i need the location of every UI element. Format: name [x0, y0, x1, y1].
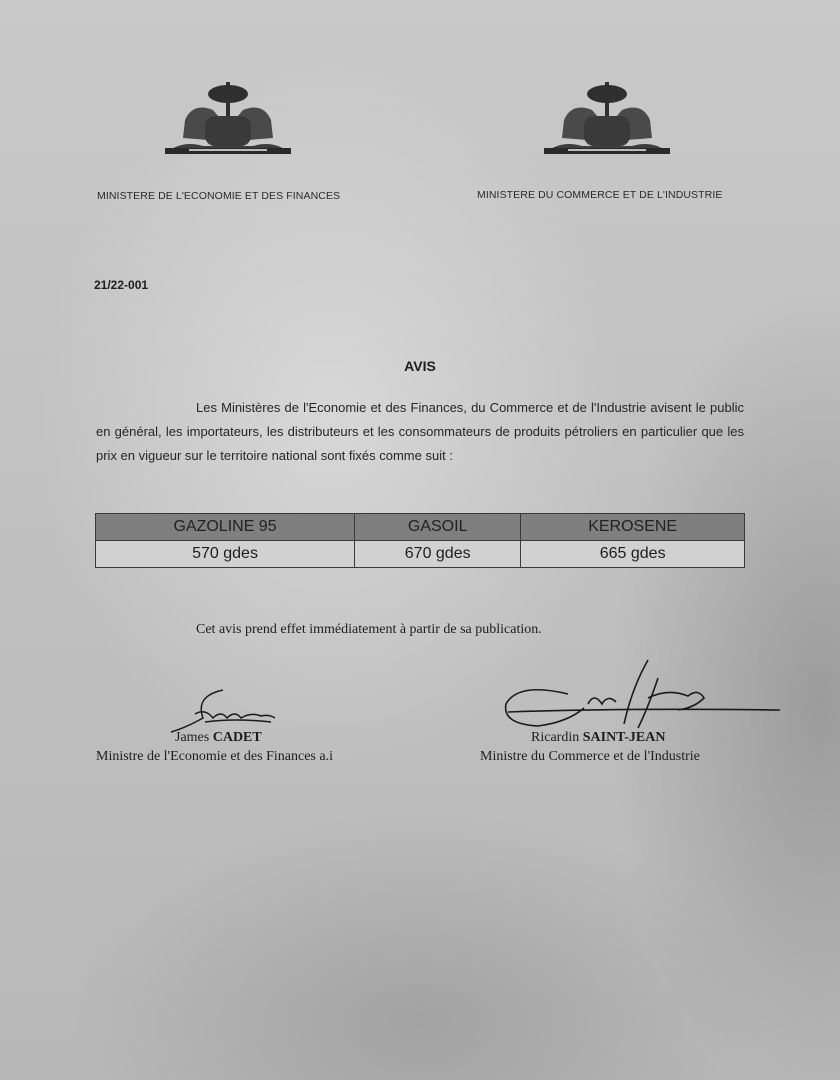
- table-header-row: [96, 514, 745, 541]
- header-gasoil: GASOIL: [355, 514, 521, 541]
- left-signatory-name: James CADET: [175, 730, 262, 745]
- right-signature-icon: [498, 658, 788, 738]
- left-signatory-role: Ministre de l'Economie et des Finances a.i: [96, 749, 333, 764]
- price-gazoline: 570 gdes: [96, 541, 355, 568]
- fuel-price-table: [95, 513, 745, 568]
- header-gazoline: GAZOLINE 95: [96, 514, 355, 541]
- price-gasoil: 670 gdes: [355, 541, 521, 568]
- notice-body-rest: avisent le public en général, les importateurs, les distributeurs et les consommateurs de produits pétroliers en particulier que les prix en vigueur sur le territoire national sont fixés comme suit :: [96, 400, 744, 463]
- effect-notice: Cet avis prend effet immédiatement à partir de sa publication.: [196, 622, 542, 637]
- right-signatory-role: Ministre du Commerce et de l'Industrie: [480, 749, 700, 764]
- haiti-coat-of-arms-icon: [542, 80, 672, 160]
- left-ministry-header: MINISTERE DE L'ECONOMIE ET DES FINANCES: [97, 190, 341, 202]
- notice-body-first-line: Les Ministères de l'Economie et des Finances, du Commerce et de l'Industrie: [196, 400, 647, 415]
- haiti-coat-of-arms-icon: [163, 80, 293, 160]
- header-kerosene: KEROSENE: [521, 514, 745, 541]
- right-signatory-name: Ricardin SAINT-JEAN: [531, 730, 666, 745]
- notice-title: AVIS: [404, 358, 436, 374]
- notice-body: [96, 396, 744, 468]
- right-ministry-header: MINISTERE DU COMMERCE ET DE L'INDUSTRIE: [477, 189, 723, 201]
- table-row: [96, 541, 745, 568]
- reference-number: 21/22-001: [94, 278, 149, 292]
- price-kerosene: 665 gdes: [521, 541, 745, 568]
